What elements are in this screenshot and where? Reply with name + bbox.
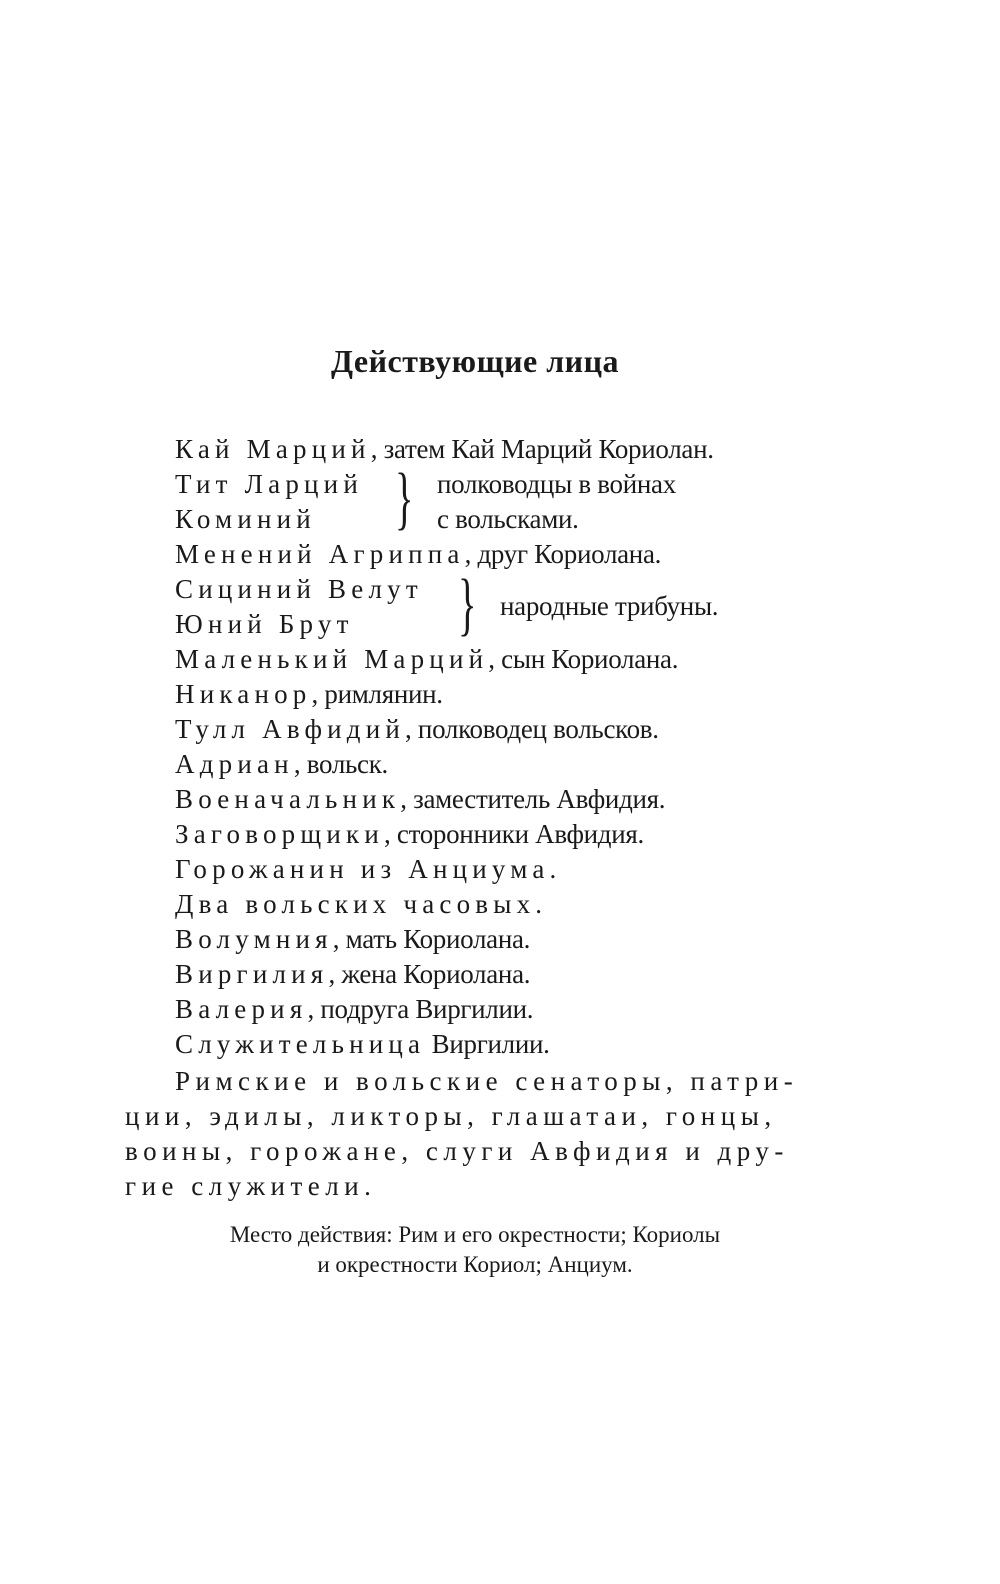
cast-entry-tit-larcius: [175, 467, 363, 502]
place-line: Место действия: Рим и его окрестности; Кориолы: [229, 1222, 721, 1247]
character-name: Юний Брут: [175, 609, 354, 639]
crowd-line: Римские и вольские сенаторы, патри-: [175, 1066, 799, 1096]
crowd-line: гие служители.: [125, 1171, 377, 1201]
character-name: Виргилия: [175, 959, 329, 989]
right-brace-icon: }: [458, 566, 477, 643]
cast-entry-valeria: [175, 992, 533, 1027]
character-description: , мать Кориолана.: [332, 924, 531, 954]
cast-entry-brutus: [175, 607, 354, 642]
character-name: Два вольских часовых.: [175, 889, 548, 919]
character-name: Кай Марций: [175, 434, 371, 464]
crowd-line: воины, горожане, слуги Авфидия и дру-: [125, 1136, 789, 1166]
cast-entry-kai-marcius: [175, 432, 714, 467]
cast-entry-aufidius: [175, 712, 659, 747]
character-name: Волумния: [175, 924, 333, 954]
character-name: Заговорщики: [175, 819, 384, 849]
character-description: , сторонники Авфидия.: [383, 819, 644, 849]
character-description: , вольск.: [293, 749, 388, 779]
character-name: Тит Ларций: [175, 469, 363, 499]
cast-entry-menenius: [175, 537, 661, 572]
group-description-generals-line1: полководцы в войнах: [437, 469, 676, 499]
character-description: Виргилии.: [425, 1029, 550, 1059]
character-name: Тулл Авфидий: [175, 714, 406, 744]
cast-entry-nicanor: [175, 677, 443, 712]
character-description: , римлянин.: [311, 679, 443, 709]
cast-entry-gentlewoman: [175, 1027, 550, 1062]
group-description-tribunes: народные трибуны.: [500, 591, 719, 621]
character-name: Адриан: [175, 749, 294, 779]
cast-entry-sicinius: [175, 572, 423, 607]
character-name: Горожанин из Анциума.: [175, 854, 562, 884]
cast-entry-adrian: [175, 747, 388, 782]
character-description: , заместитель Авфидия.: [400, 784, 666, 814]
cast-entry-young-marcius: [175, 642, 678, 677]
place-of-action: [0, 1220, 950, 1280]
crowd-paragraph: [125, 1064, 835, 1204]
cast-entry-citizen-of-antium: [175, 852, 562, 887]
character-name: Менений Агриппа: [175, 539, 465, 569]
cast-entry-conspirators: [175, 817, 644, 852]
character-description: , сын Кориолана.: [488, 644, 679, 674]
character-name: Военачальник: [175, 784, 401, 814]
character-name: Коминий: [175, 504, 316, 534]
character-description: , друг Кориолана.: [464, 539, 662, 569]
cast-entry-volumnia: [175, 922, 530, 957]
place-line: и окрестности Кориол; Анциум.: [317, 1252, 633, 1277]
right-brace-icon: }: [395, 460, 414, 537]
cast-entry-watchmen: [175, 887, 547, 922]
character-name: Валерия: [175, 994, 308, 1024]
character-description: , подруга Виргилии.: [307, 994, 534, 1024]
character-name: Сициний Велут: [175, 574, 423, 604]
cast-entry-virgilia: [175, 957, 530, 992]
cast-entry-lieutenant: [175, 782, 665, 817]
crowd-line: ции, эдилы, ликторы, глашатаи, гонцы,: [125, 1101, 777, 1131]
character-name: Маленький Марций: [175, 644, 489, 674]
character-description: , жена Кориолана.: [328, 959, 531, 989]
page-title: Действующие лица: [330, 343, 620, 379]
character-name: Никанор: [175, 679, 312, 709]
cast-entry-cominius: [175, 502, 316, 537]
character-description: , затем Кай Марций Кориолан.: [370, 434, 714, 464]
group-description-generals-line2: с вольсками.: [437, 504, 579, 534]
character-name: Служительница: [175, 1029, 426, 1059]
character-description: , полководец вольсков.: [405, 714, 659, 744]
